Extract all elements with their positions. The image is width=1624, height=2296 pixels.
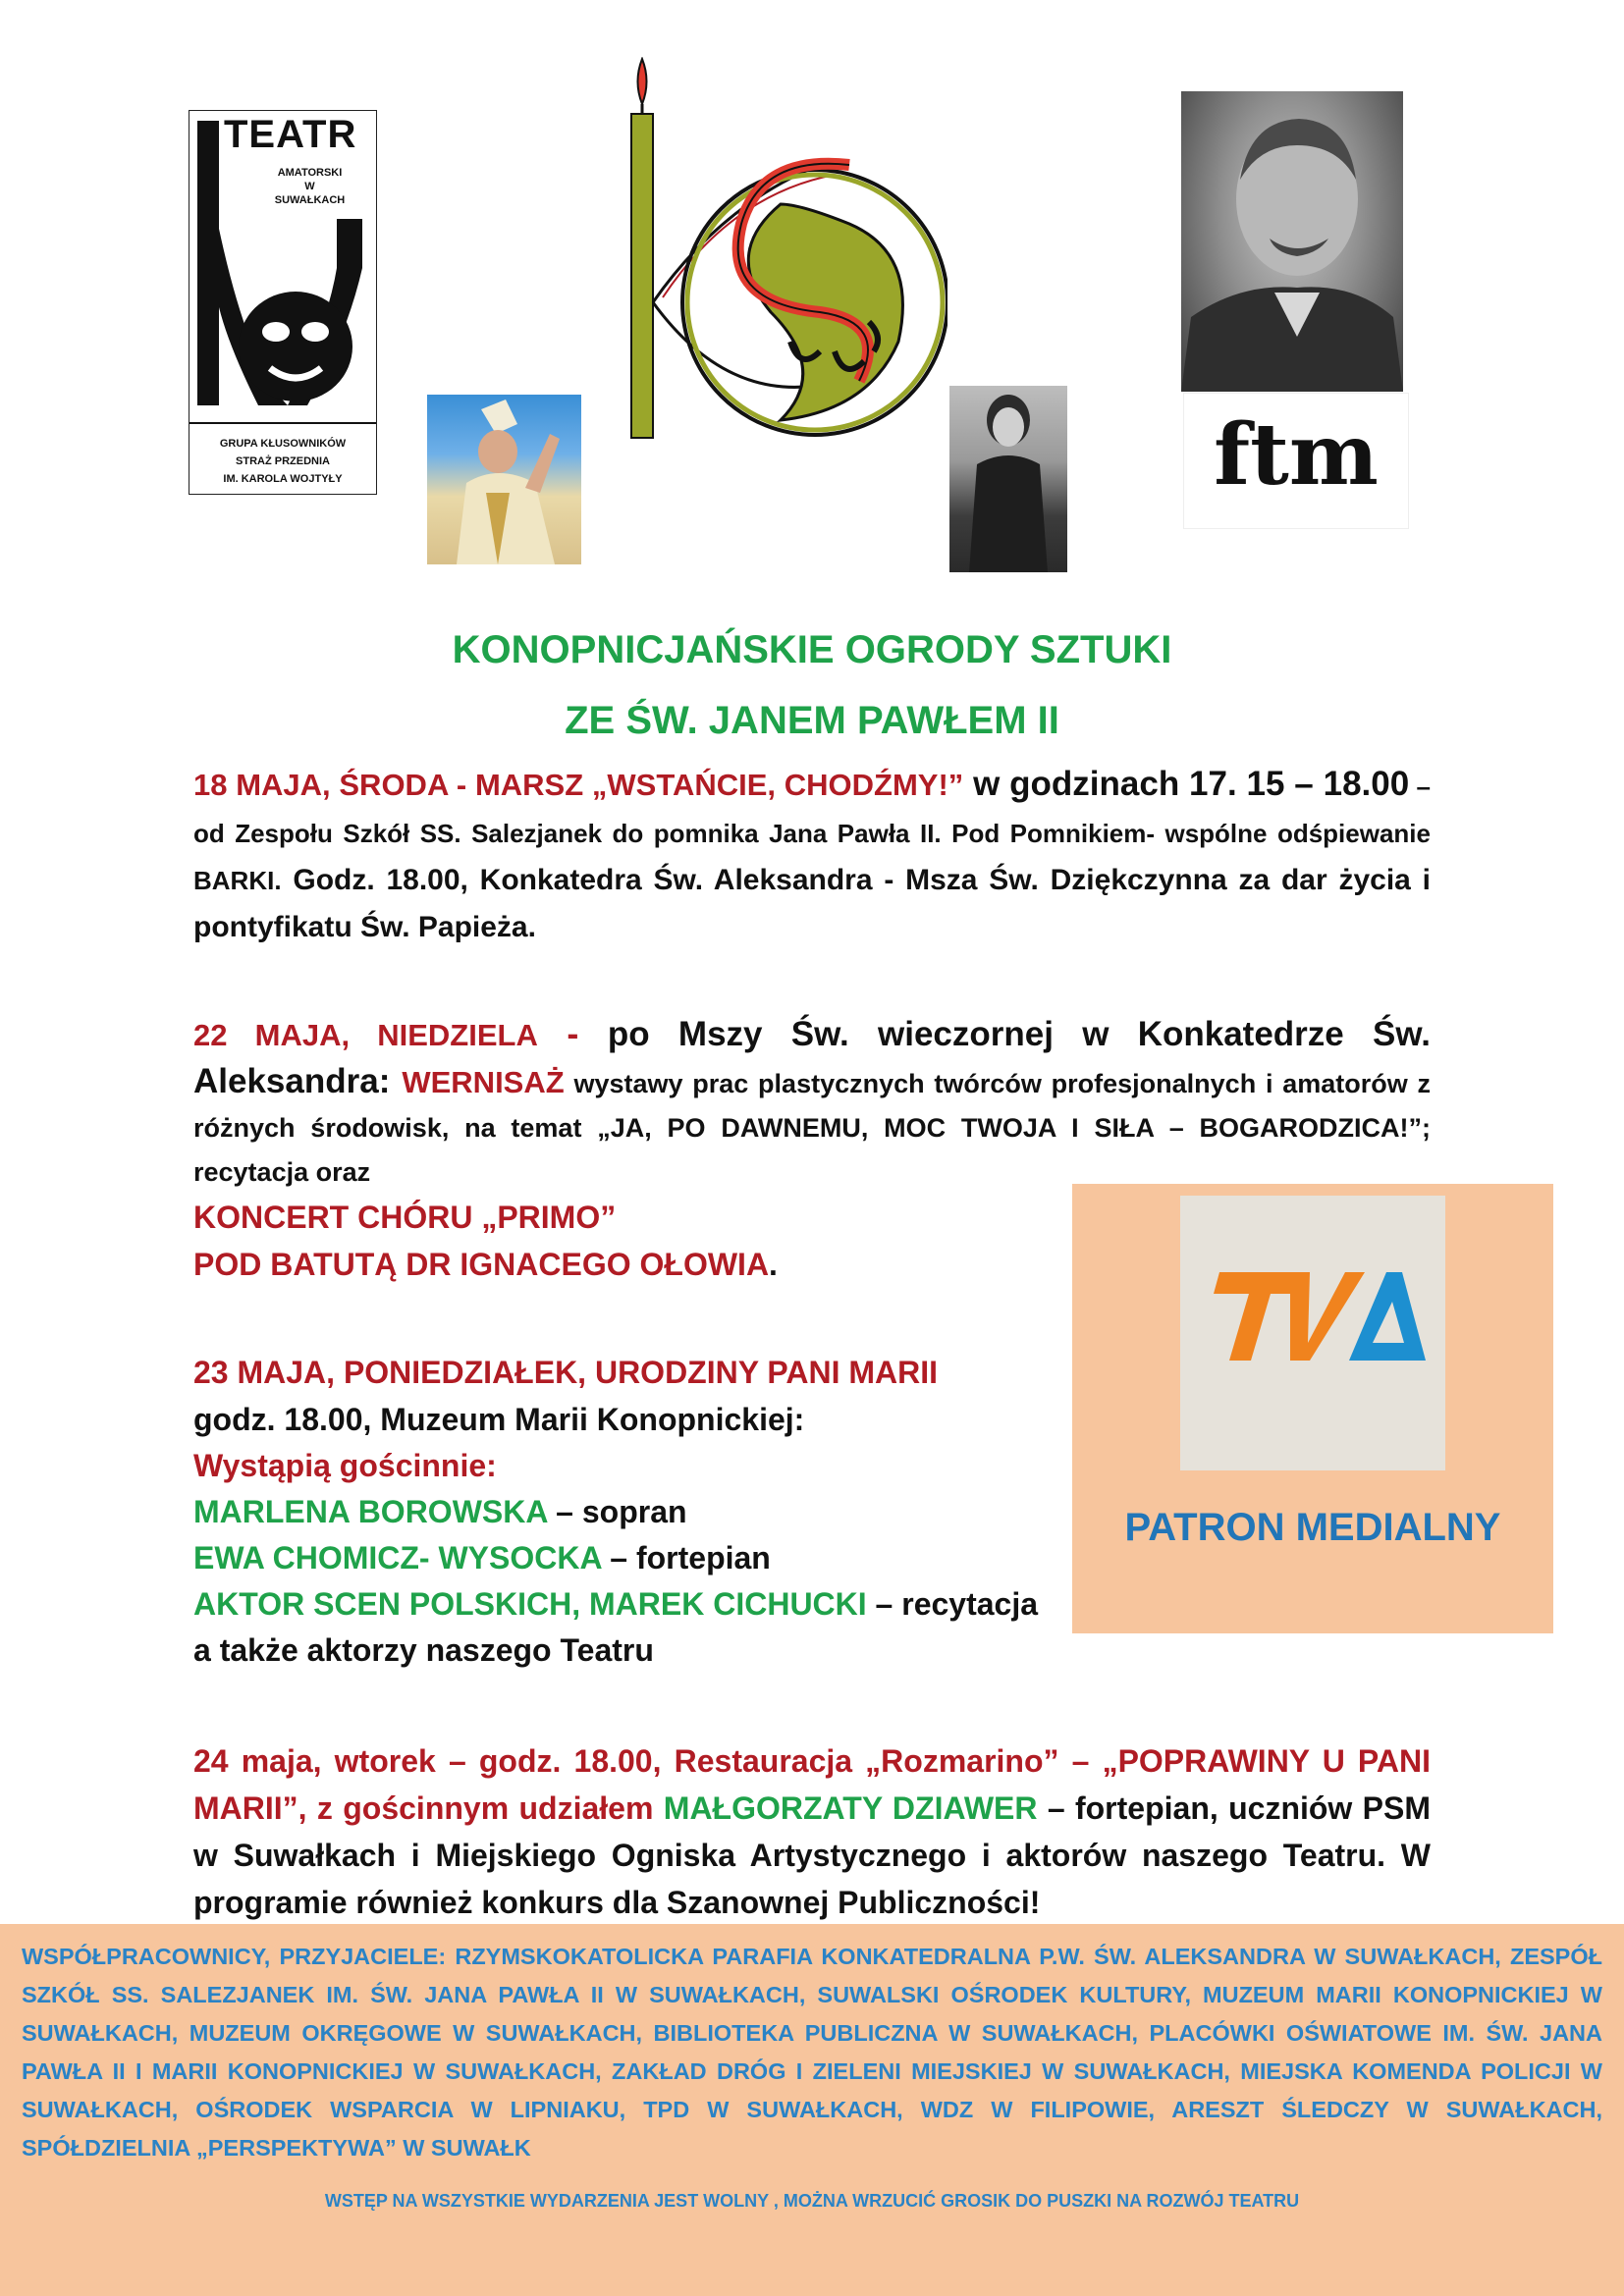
- teatr-title: TEATR: [224, 113, 357, 156]
- ks-logo-graphic: [623, 57, 947, 440]
- event-date-heading: 22 MAJA, NIEDZIELA: [193, 1018, 538, 1052]
- media-patron-box: [1072, 1184, 1553, 1633]
- event-guests-heading: Wystąpią gościnnie:: [193, 1448, 497, 1483]
- teatr-footer: [189, 435, 376, 488]
- event-vernissage: WERNISAŻ: [402, 1065, 565, 1099]
- performer-role: – recytacja: [866, 1586, 1039, 1622]
- event-may-18: [193, 761, 1431, 950]
- pope-figure-graphic: [427, 395, 581, 564]
- teatr-footer-line: IM. KAROLA WOJTYŁY: [223, 473, 343, 485]
- woman-figure-graphic: [949, 386, 1067, 572]
- page-subtitle: ZE ŚW. JANEM PAWŁEM II: [565, 699, 1059, 742]
- partners-list: WSPÓŁPRACOWNICY, PRZYJACIELE: RZYMSKOKATOLICKA PARAFIA KONKATEDRALNA P.W. ŚW. ALEKSANDRA W SUWAŁKACH, ZESPÓŁ SZKÓŁ SS. SALEZJANEK IM. ŚW. JANA PAWŁA II W SUWAŁKACH, SUWALSKI OŚRODEK KULTURY, MUZEUM MARII KONOPNICKIEJ W SUWAŁKACH, MUZEUM OKRĘGOWE W SUWAŁKACH, BIBLIOTEKA PUBLICZNA W SUWAŁKACH, PLACÓWKI OŚWIATOWE IM. ŚW. JANA PAWŁA II I MARII KONOPNICKIEJ W SUWAŁKACH, ZAKŁAD DRÓG I ZIELENI MIEJSKIEJ W SUWAŁKACH, MIEJSKA KOMENDA POLICJI W SUWAŁKACH, OŚRODEK WSPARCIA W LIPNIAKU, TPD W SUWAŁKACH, WDZ W FILIPOWIE, ARESZT ŚLEDCZY W SUWAŁKACH, SPÓŁDZIELNIA „PERSPEKTYWA” W SUWAŁK: [22, 1944, 1602, 2161]
- teatr-subtitle-line: SUWAŁKACH: [274, 194, 346, 206]
- event-conductor: [193, 1247, 778, 1283]
- event-conductor-dot: .: [769, 1247, 778, 1282]
- event-mass-info: Godz. 18.00, Konkatedra Św. Aleksandra - Msza Św. Dziękczynna za dar życia i pontyfikatu Św. Papieża.: [193, 864, 1431, 943]
- pope-photo: [427, 395, 581, 564]
- free-entry-note: WSTĘP NA WSZYSTKIE WYDARZENIA JEST WOLNY , MOŻNA WRZUCIĆ GROSIK DO PUSZKI NA ROZWÓJ TEATRU: [324, 2191, 1300, 2211]
- ks-candle-logo: [623, 57, 947, 440]
- event-may-23-heading: 23 MAJA, PONIEDZIAŁEK, URODZINY PANI MARII: [193, 1355, 938, 1390]
- ftm-logo: [1183, 393, 1409, 529]
- event-description: – od Zespołu Szkół SS. Salezjanek do pomnika Jana Pawła II. Pod Pomnikiem- wspólne odśpiewanie BARKI.: [193, 772, 1431, 895]
- event-place: godz. 18.00, Muzeum Marii Konopnickiej:: [193, 1402, 805, 1437]
- performer-name: AKTOR SCEN POLSKICH, MAREK CICHUCKI: [193, 1586, 867, 1622]
- event-dash: -: [537, 1013, 608, 1053]
- event-tail: a także aktorzy naszego Teatru: [193, 1632, 654, 1668]
- event-guest-name: MAŁGORZATY DZIAWER: [663, 1790, 1038, 1826]
- teatr-subtitle-line: AMATORSKI: [277, 167, 343, 179]
- page-title: KONOPNICJAŃSKIE OGRODY SZTUKI: [452, 628, 1172, 671]
- event-may-22: [193, 1011, 1431, 1195]
- performer-role: – fortepian: [601, 1540, 771, 1575]
- patron-label: PATRON MEDIALNY: [1124, 1506, 1501, 1549]
- teatr-subtitle: [248, 166, 371, 207]
- teatr-footer-line: STRAŻ PRZEDNIA: [236, 455, 330, 467]
- event-may-24: [193, 1737, 1431, 1926]
- partners-box: [0, 1924, 1624, 2296]
- performer-item: [193, 1494, 687, 1530]
- performer-item: [193, 1540, 771, 1576]
- event-time: w godzinach 17. 15 – 18.00: [963, 765, 1410, 803]
- performer-role: – sopran: [547, 1494, 687, 1529]
- event-concert: KONCERT CHÓRU „PRIMO”: [193, 1200, 617, 1235]
- event-description: – fortepian, uczniów PSM w Suwałkach i Miejskiego Ogniska Artystycznego i aktorów naszego Teatru. W programie również konkurs dla Szanownej Publiczności!: [193, 1790, 1432, 1920]
- performer-item: [193, 1586, 1038, 1623]
- ftm-logo-text: ftm: [1214, 405, 1379, 505]
- performer-name: MARLENA BOROWSKA: [193, 1494, 548, 1529]
- teatr-subtitle-line: W: [304, 181, 315, 192]
- performer-name: EWA CHOMICZ- WYSOCKA: [193, 1540, 602, 1575]
- event-date-heading: 24 maja, wtorek – godz. 18.00, Restauracja „Rozmarino” – „POPRAWINY U PANI MARII”, z gościnnym udziałem: [193, 1743, 1431, 1826]
- event-date-heading: 18 MAJA, ŚRODA - MARSZ „WSTAŃCIE, CHODŹMY!”: [193, 768, 964, 802]
- event-lead: po Mszy Św. wieczornej w Konkatedrze Św. Aleksandra:: [193, 1015, 1431, 1100]
- event-conductor-name: POD BATUTĄ DR IGNACEGO OŁOWIA: [193, 1247, 770, 1282]
- tvp-logo: [1180, 1196, 1445, 1470]
- portrait-photo: [1181, 91, 1403, 392]
- teatr-footer-line: GRUPA KŁUSOWNIKÓW: [219, 438, 347, 450]
- konopnicka-photo: [949, 386, 1067, 572]
- teatr-logo: [189, 110, 377, 495]
- tvp-logo-graphic: [1180, 1196, 1445, 1470]
- event-description: wystawy prac plastycznych twórców profesjonalnych i amatorów z różnych środowisk, na temat „JA, PO DAWNEMU, MOC TWOJA I SIŁA – BOGARODZICA!”; recytacja oraz: [193, 1069, 1431, 1187]
- man-figure-graphic: [1181, 91, 1403, 392]
